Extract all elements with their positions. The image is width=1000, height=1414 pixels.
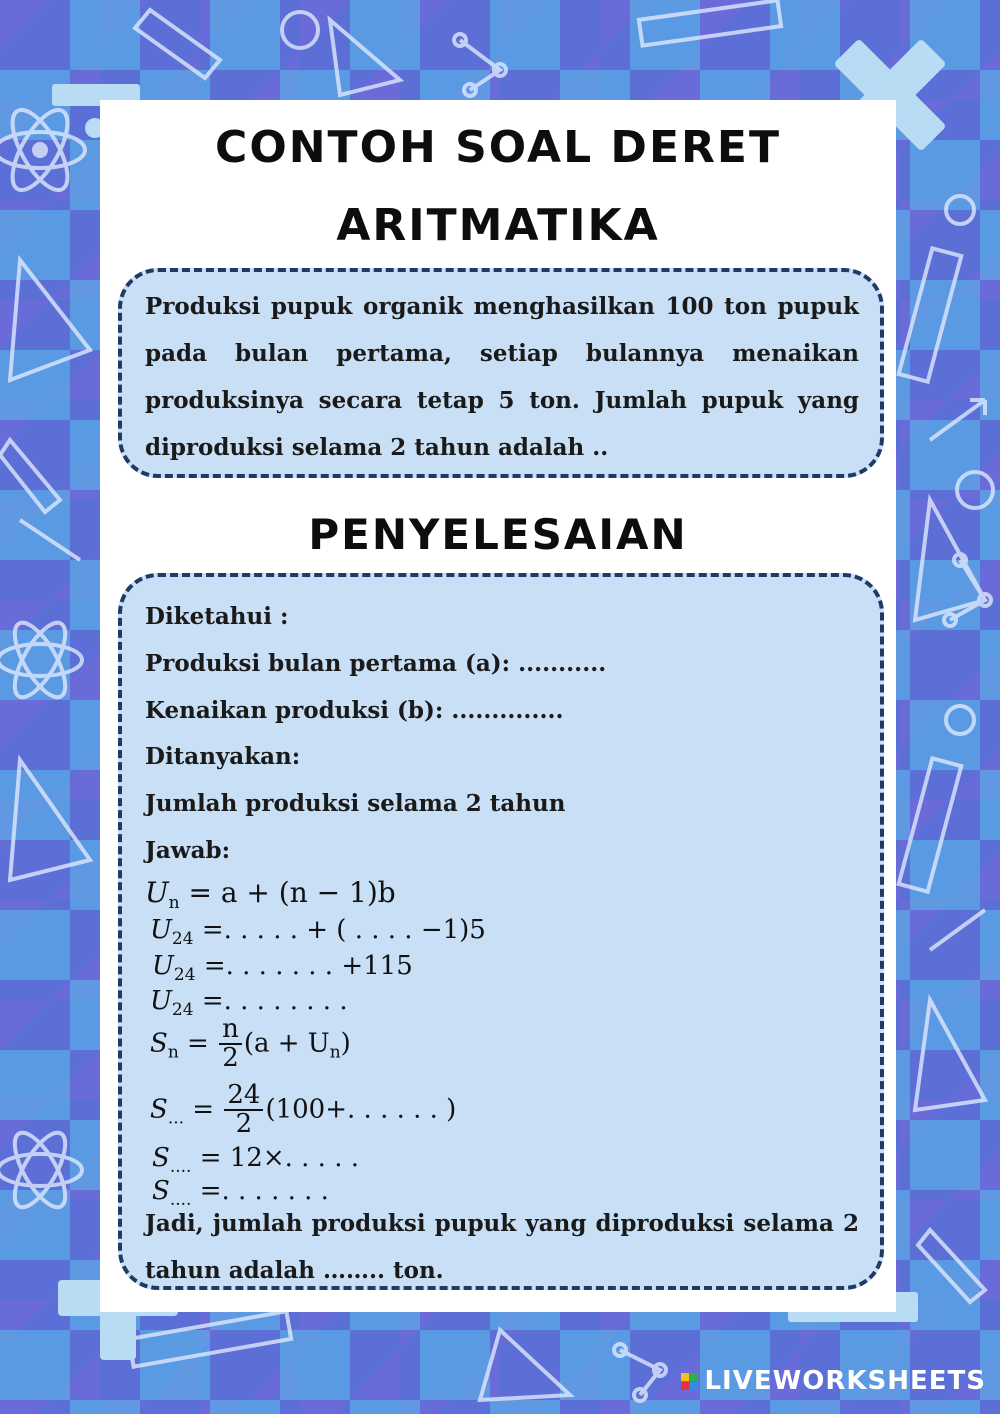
step-u24-3: $U_{24}$ =. . . . . . . .	[150, 986, 348, 1020]
asked-line: Jumlah produksi selama 2 tahun	[145, 790, 566, 817]
first-month-line: Produksi bulan pertama (a): ...........	[145, 650, 607, 677]
lightbulb-icon	[282, 12, 318, 48]
step-u24-1: $U_{24}$ =. . . . . + ( . . . . −1)5	[150, 915, 486, 949]
triangle-ruler-icon	[915, 1000, 985, 1110]
logo-grid-icon	[681, 1373, 698, 1390]
step-s-2: $S_{....} = 12\times$. . . . .	[152, 1143, 360, 1177]
liveworksheets-logo[interactable]	[681, 1366, 986, 1396]
formula-sn: $S_n$ = $\frac{n}{2}$ $(a + U_n)$	[150, 1014, 351, 1074]
triangle-ruler-icon	[915, 500, 985, 620]
brand-name: LIVEWORKSHEETS	[704, 1366, 986, 1396]
arrow-icon	[930, 400, 985, 440]
pencil-icon	[918, 1230, 985, 1302]
formula-un: $U_n = a + (n - 1)b$	[145, 876, 396, 913]
atom-icon	[0, 1126, 82, 1215]
ruler-icon	[899, 758, 962, 891]
known-label: Diketahui :	[145, 603, 289, 630]
solution-heading: PENYELESAIAN	[308, 510, 688, 559]
page-title-line2: ARITMATIKA	[336, 200, 660, 251]
step-s-1: $S_{...}$ = $\frac{24}{2}$ (100+. . . . . . )	[150, 1080, 457, 1140]
answer-label: Jawab:	[145, 837, 231, 864]
triangle-ruler-icon	[10, 260, 90, 380]
pencil-icon	[0, 440, 60, 512]
step-s-3: $S_{....}$ =. . . . . . .	[152, 1176, 329, 1210]
page-title: CONTOH SOAL DERET	[215, 122, 781, 173]
arrow-icon	[930, 910, 985, 950]
triangle-ruler-icon	[330, 20, 400, 95]
triangle-ruler-icon	[10, 760, 90, 880]
conclusion-text: Jadi, jumlah produksi pupuk yang diproduksi selama 2 tahun adalah …….. ton.	[145, 1210, 859, 1284]
triangle-ruler-icon	[480, 1330, 570, 1400]
step-u24-2: $U_{24}$ =. . . . . . . +115	[152, 951, 413, 985]
ruler-icon	[899, 248, 962, 381]
atom-icon	[0, 616, 82, 705]
lightbulb-icon	[957, 472, 993, 508]
arrow-icon	[20, 520, 80, 560]
ruler-icon	[129, 1311, 291, 1366]
network-icon	[614, 1344, 666, 1401]
asked-label: Ditanyakan:	[145, 743, 301, 770]
pencil-icon	[135, 10, 220, 78]
ruler-icon	[639, 0, 781, 45]
atom-icon	[0, 102, 85, 198]
increment-line: Kenaikan produksi (b): ..............	[145, 697, 564, 724]
problem-text: Produksi pupuk organik menghasilkan 100 ton pupuk pada bulan pertama, setiap bulannya menaikan produksinya secara tetap 5 ton. Jumlah pupuk yang diproduksi selama 2 tahun adalah ..	[145, 293, 859, 461]
network-icon	[454, 34, 506, 96]
